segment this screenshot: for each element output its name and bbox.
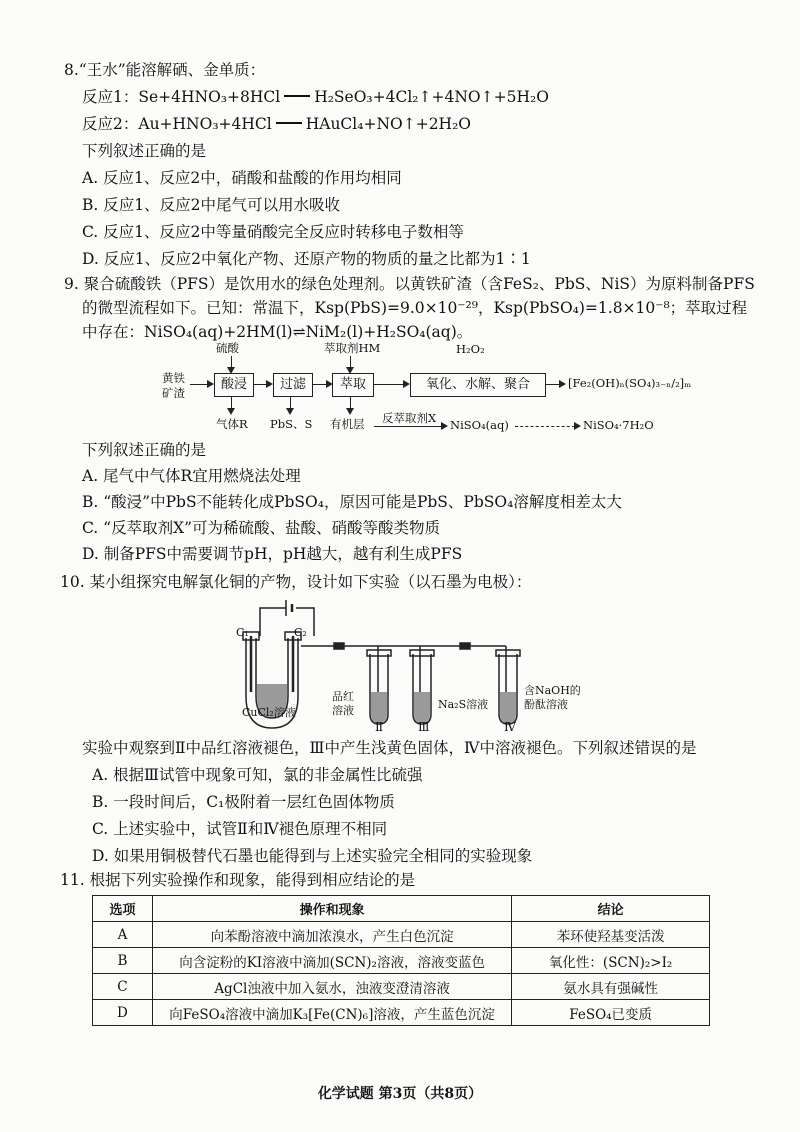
step-extract: 萃取	[332, 373, 374, 397]
flow-arrow	[374, 384, 404, 385]
header-conclusion: 结论	[512, 896, 710, 922]
pinhong-label-1: 品红	[332, 690, 354, 703]
q10-option-b[interactable]: B. 一段时间后，C₁极附着一层红色固体物质	[92, 793, 395, 811]
step-oxidize-hydrolyze-polymerize: 氧化、水解、聚合	[410, 373, 546, 397]
q10-option-a[interactable]: A. 根据Ⅲ试管中现象可知，氯的非金属性比硫强	[92, 766, 423, 784]
q11-table	[92, 895, 710, 1026]
table-row[interactable]	[93, 948, 710, 974]
flow-arrow	[546, 384, 560, 385]
row-c-operation: AgCl浊液中加入氨水，浊液变澄清溶液	[152, 974, 511, 1000]
equals-bar	[276, 122, 302, 124]
row-b-option: B	[93, 948, 153, 974]
arrow-head	[441, 422, 448, 430]
header-operation: 操作和现象	[152, 896, 511, 922]
arrow-head	[574, 422, 581, 430]
naoh-label-2: 酚酞溶液	[524, 698, 568, 711]
q8-option-d[interactable]: D. 反应1、反应2中氧化产物、还原产物的物质的量之比都为1∶1	[82, 250, 531, 268]
row-c-option: C	[93, 974, 153, 1000]
q11-stem: 11. 根据下列实验操作和现象，能得到相应结论的是	[60, 871, 416, 889]
arrow-head	[346, 408, 354, 415]
arrow-head	[403, 380, 410, 388]
q8-stem: 8.“王水”能溶解硒、金单质：	[64, 61, 266, 79]
niso4-solution: NiSO₄(aq)	[450, 418, 509, 432]
process-flowchart	[160, 340, 720, 434]
q10-option-c[interactable]: C. 上述实验中，试管Ⅱ和Ⅳ褪色原理不相同	[92, 820, 388, 838]
q8-reaction-2	[82, 114, 471, 134]
step-acid-leach: 酸浸	[214, 373, 254, 397]
flow-arrow	[190, 384, 208, 385]
na2s-solution-label: Na₂S溶液	[438, 698, 489, 711]
pinhong-label-2: 溶液	[332, 704, 354, 717]
q8-r2-left: Au+HNO₃+4HCl	[138, 115, 272, 133]
page-footer: 化学试题 第3页（共8页）	[317, 1086, 483, 1102]
product-pfs: [Fe₂(OH)ₙ(SO₄)₃₋ₙ/₂]ₘ	[568, 376, 692, 390]
row-a-option: A	[93, 922, 153, 948]
arrow-head	[266, 380, 273, 388]
tube-iv-label: Ⅳ	[504, 720, 516, 734]
q8-r1-left: Se+4HNO₃+8HCl	[138, 88, 281, 106]
q9-option-a[interactable]: A. 尾气中气体R宜用燃烧法处理	[82, 467, 301, 485]
flow-arrow	[313, 384, 327, 385]
output-organic-layer: 有机层	[330, 417, 365, 431]
q8-r1-label: 反应1：	[82, 88, 139, 106]
electrolysis-apparatus	[234, 596, 594, 736]
flow-arrow	[374, 426, 442, 427]
arrow-head	[286, 408, 294, 415]
output-pbs-s: PbS、S	[270, 417, 313, 431]
q10-observation: 实验中观察到Ⅱ中品红溶液褪色，Ⅲ中产生浅黄色固体，Ⅳ中溶液褪色。下列叙述错误的是	[82, 739, 697, 757]
output-gas-r: 气体R	[216, 417, 248, 431]
reagent-extractant: 萃取剂HM	[324, 341, 381, 355]
q9-stem-1: 9. 聚合硫酸铁（PFS）是饮用水的绿色处理剂。以黄铁矿渣（含FeS₂、PbS、NiS）为原料制备PFS	[64, 275, 755, 293]
row-a-conclusion: 苯环使羟基变活泼	[512, 922, 710, 948]
tube-ii-label: Ⅱ	[375, 720, 384, 734]
row-d-operation: 向FeSO₄溶液中滴加K₃[Fe(CN)₆]溶液，产生蓝色沉淀	[152, 1000, 511, 1026]
raw-material-label-1: 黄铁	[162, 371, 185, 385]
q8-r2-label: 反应2：	[82, 115, 139, 133]
q9-stem-3: 中存在：NiSO₄(aq)+2HM(l)⇌NiM₂(l)+H₂SO₄(aq)。	[82, 323, 473, 341]
row-d-option: D	[93, 1000, 153, 1026]
header-option: 选项	[93, 896, 153, 922]
q8-reaction-1	[82, 87, 549, 107]
q8-r2-right: HAuCl₄+NO↑+2H₂O	[305, 115, 471, 133]
final-niso4-crystal: NiSO₄·7H₂O	[583, 418, 654, 432]
arrow-head	[559, 380, 566, 388]
q9-stem-2: 的微型流程如下。已知：常温下，Ksp(PbS)=9.0×10⁻²⁹，Ksp(PbSO₄)=1.8×10⁻⁸；萃取过程	[82, 299, 748, 317]
table-row[interactable]	[93, 974, 710, 1000]
q10-option-d[interactable]: D. 如果用铜极替代石墨也能得到与上述实验完全相同的实验现象	[92, 847, 533, 865]
reagent-back-extractant: 反萃取剂X	[382, 411, 437, 425]
arrow-head	[207, 380, 214, 388]
q8-option-b[interactable]: B. 反应1、反应2中尾气可以用水吸收	[82, 196, 340, 214]
electrode-c1-label: C₁	[236, 626, 249, 639]
q8-option-c[interactable]: C. 反应1、反应2中等量硝酸完全反应时转移电子数相等	[82, 223, 464, 241]
row-d-conclusion: FeSO₄已变质	[512, 1000, 710, 1026]
raw-material-label-2: 矿渣	[162, 386, 185, 400]
arrow-head	[227, 408, 235, 415]
row-a-operation: 向苯酚溶液中滴加浓溴水，产生白色沉淀	[152, 922, 511, 948]
cucl2-solution-label: CuCl₂溶液	[242, 706, 296, 719]
step-filter: 过滤	[273, 373, 313, 397]
q8-r1-right: H₂SeO₃+4Cl₂↑+4NO↑+5H₂O	[314, 88, 549, 106]
q9-prompt: 下列叙述正确的是	[82, 441, 207, 459]
flow-arrow-dashed	[515, 426, 575, 427]
table-header-row	[93, 896, 710, 922]
q8-option-a[interactable]: A. 反应1、反应2中，硝酸和盐酸的作用均相同	[82, 169, 402, 187]
q9-option-c[interactable]: C. “反萃取剂X”可为稀硫酸、盐酸、硝酸等酸类物质	[82, 519, 441, 537]
reagent-h2o2: H₂O₂	[456, 342, 485, 356]
reagent-acid: 硫酸	[216, 341, 239, 355]
q9-option-d[interactable]: D. 制备PFS中需要调节pH，pH越大，越有利生成PFS	[82, 545, 463, 563]
row-b-conclusion: 氧化性：(SCN)₂>I₂	[512, 948, 710, 974]
table-row[interactable]	[93, 1000, 710, 1026]
naoh-label-1: 含NaOH的	[524, 684, 581, 697]
row-c-conclusion: 氨水具有强碱性	[512, 974, 710, 1000]
q10-stem: 10. 某小组探究电解氯化铜的产物，设计如下实验（以石墨为电极）：	[60, 573, 532, 591]
electrode-c2-label: C₂	[294, 626, 307, 639]
row-b-operation: 向含淀粉的KI溶液中滴加(SCN)₂溶液，溶液变蓝色	[152, 948, 511, 974]
table-row[interactable]	[93, 922, 710, 948]
tube-iii-label: Ⅲ	[418, 720, 430, 734]
q8-prompt: 下列叙述正确的是	[82, 142, 207, 160]
q9-option-b[interactable]: B. “酸浸”中PbS不能转化成PbSO₄，原因可能是PbS、PbSO₄溶解度相差太大	[82, 493, 622, 511]
equals-bar	[284, 95, 310, 97]
